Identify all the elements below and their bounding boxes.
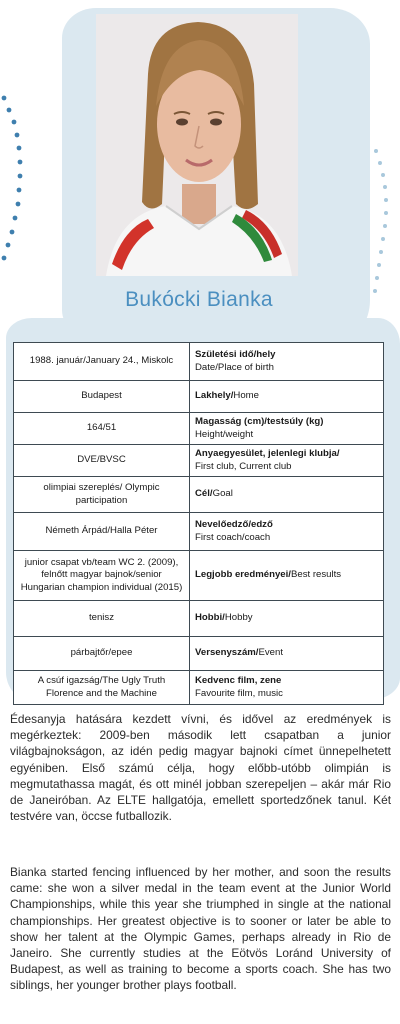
label-en: Date/Place of birth (195, 361, 274, 373)
athlete-portrait-photo (96, 14, 298, 276)
table-cell-value: A csúf igazság/The Ugly Truth Florence and the Machine (14, 671, 190, 705)
table-cell-value: Németh Árpád/Halla Péter (14, 513, 190, 551)
label-hu: Versenyszám/ (195, 647, 259, 659)
label-hu: Cél/ (195, 488, 213, 500)
label-hu: Hobbi/ (195, 612, 225, 624)
table-cell-value: 164/51 (14, 413, 190, 445)
label-hu: Magasság (cm)/testsúly (kg) (195, 416, 324, 427)
table-cell-label (190, 477, 384, 513)
table-row (14, 551, 384, 601)
label-en: Event (258, 647, 284, 659)
table-cell-label (190, 551, 384, 601)
table-row (14, 445, 384, 477)
table-row (14, 637, 384, 671)
table-cell-value: DVE/BVSC (14, 445, 190, 477)
table-cell-label (190, 413, 384, 445)
right-dotted-arc (370, 145, 400, 305)
table-cell-value: junior csapat vb/team WC 2. (2009), felnőtt magyar bajnok/senior Hungarian champion individual (2015) (14, 551, 190, 601)
table-cell-label (190, 343, 384, 381)
table-cell-value: 1988. január/January 24., Miskolc (14, 343, 190, 381)
table-row (14, 343, 384, 381)
portrait-icon (96, 14, 298, 276)
paragraph-english: Bianka started fencing influenced by her mother, and soon the results came: she won a silver medal in the team event at the Junior World Championships, while this year she triumphed in single at the national championships. Her greatest objective is to sooner or later be able to show her talent at the Olympic Games, perhaps already in Rio de Janeiro. She currently studies at the Eötvös Loránd University of Budapest, as well as training to become a sports coach. She has two siblings, her younger brother plays football. (10, 865, 391, 993)
bio-table (13, 342, 384, 705)
label-en: Height/weight (195, 428, 254, 440)
label-hu: Kedvenc film, zene (195, 675, 282, 686)
table-cell-label (190, 445, 384, 477)
table-row (14, 413, 384, 445)
table-row (14, 477, 384, 513)
label-en: First coach/coach (195, 531, 271, 543)
table-cell-label (190, 513, 384, 551)
label-en: Hobby (224, 612, 253, 624)
table-cell-value: Budapest (14, 381, 190, 413)
table-row (14, 513, 384, 551)
label-en: First club, Current club (195, 460, 292, 472)
label-hu: Legjobb eredményei/ (195, 569, 291, 581)
label-hu: Születési idő/hely (195, 349, 276, 360)
table-row (14, 601, 384, 637)
table-cell-label (190, 601, 384, 637)
label-hu: Lakhely/ (195, 390, 234, 402)
label-en: Favourite film, music (195, 687, 283, 699)
table-cell-label (190, 381, 384, 413)
label-en: Goal (212, 488, 233, 500)
left-dotted-arc (0, 92, 30, 267)
table-cell-value: tenisz (14, 601, 190, 637)
table-cell-value: olimpiai szereplés/ Olympic participation (14, 477, 190, 513)
table-cell-label (190, 671, 384, 705)
label-en: Home (233, 390, 259, 402)
table-cell-value: párbajtőr/epee (14, 637, 190, 671)
table-row (14, 671, 384, 705)
table-row (14, 381, 384, 413)
paragraph-hungarian: Édesanyja hatására kezdett vívni, és idővel az eredmények is megérkeztek: 2009-ben második lett csapatban a junior világbajnokságon, az idén pedig magyar bajnoki címet ünnepelhetett egyéniben. Első számú célja, hogy előbb-utóbb olimpián is megmutathassa magát, és ott minél jobban szerepeljen – akár már Rio de Janeiróban. Az ELTE hallgatója, emellett sportedzőnek tanul. Két testvére van, öccse futballozik. (10, 712, 391, 824)
label-en: Best results (290, 569, 342, 581)
athlete-name: Bukócki Bianka (125, 288, 273, 311)
table-cell-label (190, 637, 384, 671)
label-hu: Nevelőedző/edző (195, 519, 273, 530)
label-hu: Anyaegyesület, jelenlegi klubja/ (195, 448, 340, 459)
